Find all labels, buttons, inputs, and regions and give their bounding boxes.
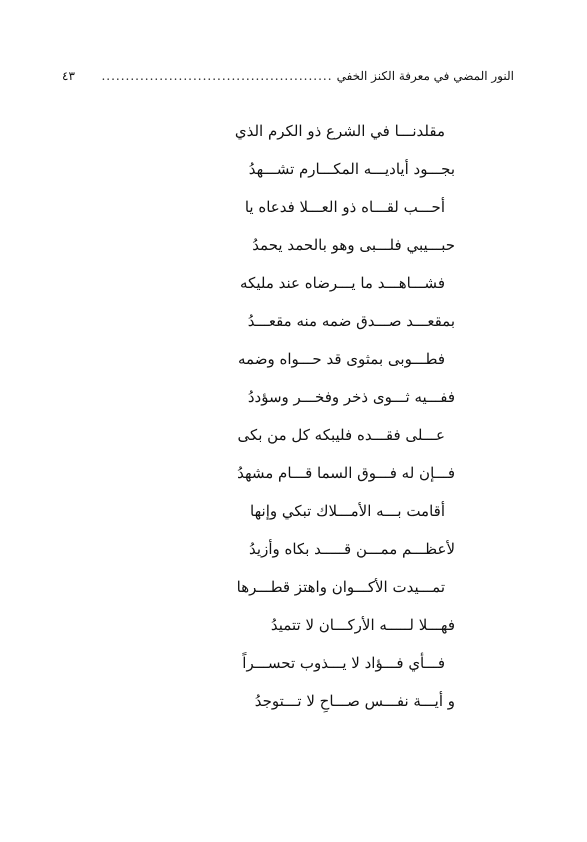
verse-second-hemistich: و أيـــة نفـــس صـــاحِ لا تـــتوجدُ xyxy=(254,692,455,710)
verse-second-hemistich: لأعظـــم ممـــن قـــــد بكاه وأزيدُ xyxy=(249,540,455,558)
verse-second-hemistich: بجـــود أياديـــه المكـــارم تشـــهدُ xyxy=(248,160,455,178)
header-dot-leader: ................................................ xyxy=(101,69,333,83)
verse-first-hemistich: أحـــب لقـــاه ذو العـــلا فدعاه يا xyxy=(244,198,445,216)
verse-first-hemistich: فشـــاهـــد ما يـــرضاه عند مليكه xyxy=(240,274,445,292)
verse-second-hemistich: ففـــيه ثـــوى ذخر وفخـــر وسؤددُ xyxy=(247,388,455,406)
verse-first-hemistich: فطـــوبى بمثوى قد حـــواه وضمه xyxy=(238,350,445,368)
verse-second-hemistich: فهـــلا لـــــه الأركـــان لا تتميدُ xyxy=(270,616,455,634)
verse-second-hemistich: حبـــيبي فلـــبى وهو بالحمد يحمدُ xyxy=(252,236,455,254)
book-title: النور المضي في معرفة الكنز الخفي xyxy=(336,69,514,83)
verse-first-hemistich: أقامت بـــه الأمـــلاك تبكي وإنها xyxy=(250,502,445,520)
verse-first-hemistich: عـــلى فقـــده فليبكه كل من بكى xyxy=(237,426,445,444)
verse-first-hemistich: فـــأي فـــؤاد لا يـــذوب تحســـراً xyxy=(242,654,445,672)
verse-second-hemistich: فـــإن له فـــوق السما قـــام مشهدُ xyxy=(237,464,455,482)
verse-first-hemistich: مقلدنـــا في الشرع ذو الكرم الذي xyxy=(234,122,445,140)
verse-first-hemistich: تمـــيدت الأكـــوان واهتز قطـــرها xyxy=(236,578,445,596)
page-number: ٤٣ xyxy=(62,69,75,83)
verse-second-hemistich: بمقعـــد صـــدق ضمه منه مقعـــدُ xyxy=(247,312,455,330)
